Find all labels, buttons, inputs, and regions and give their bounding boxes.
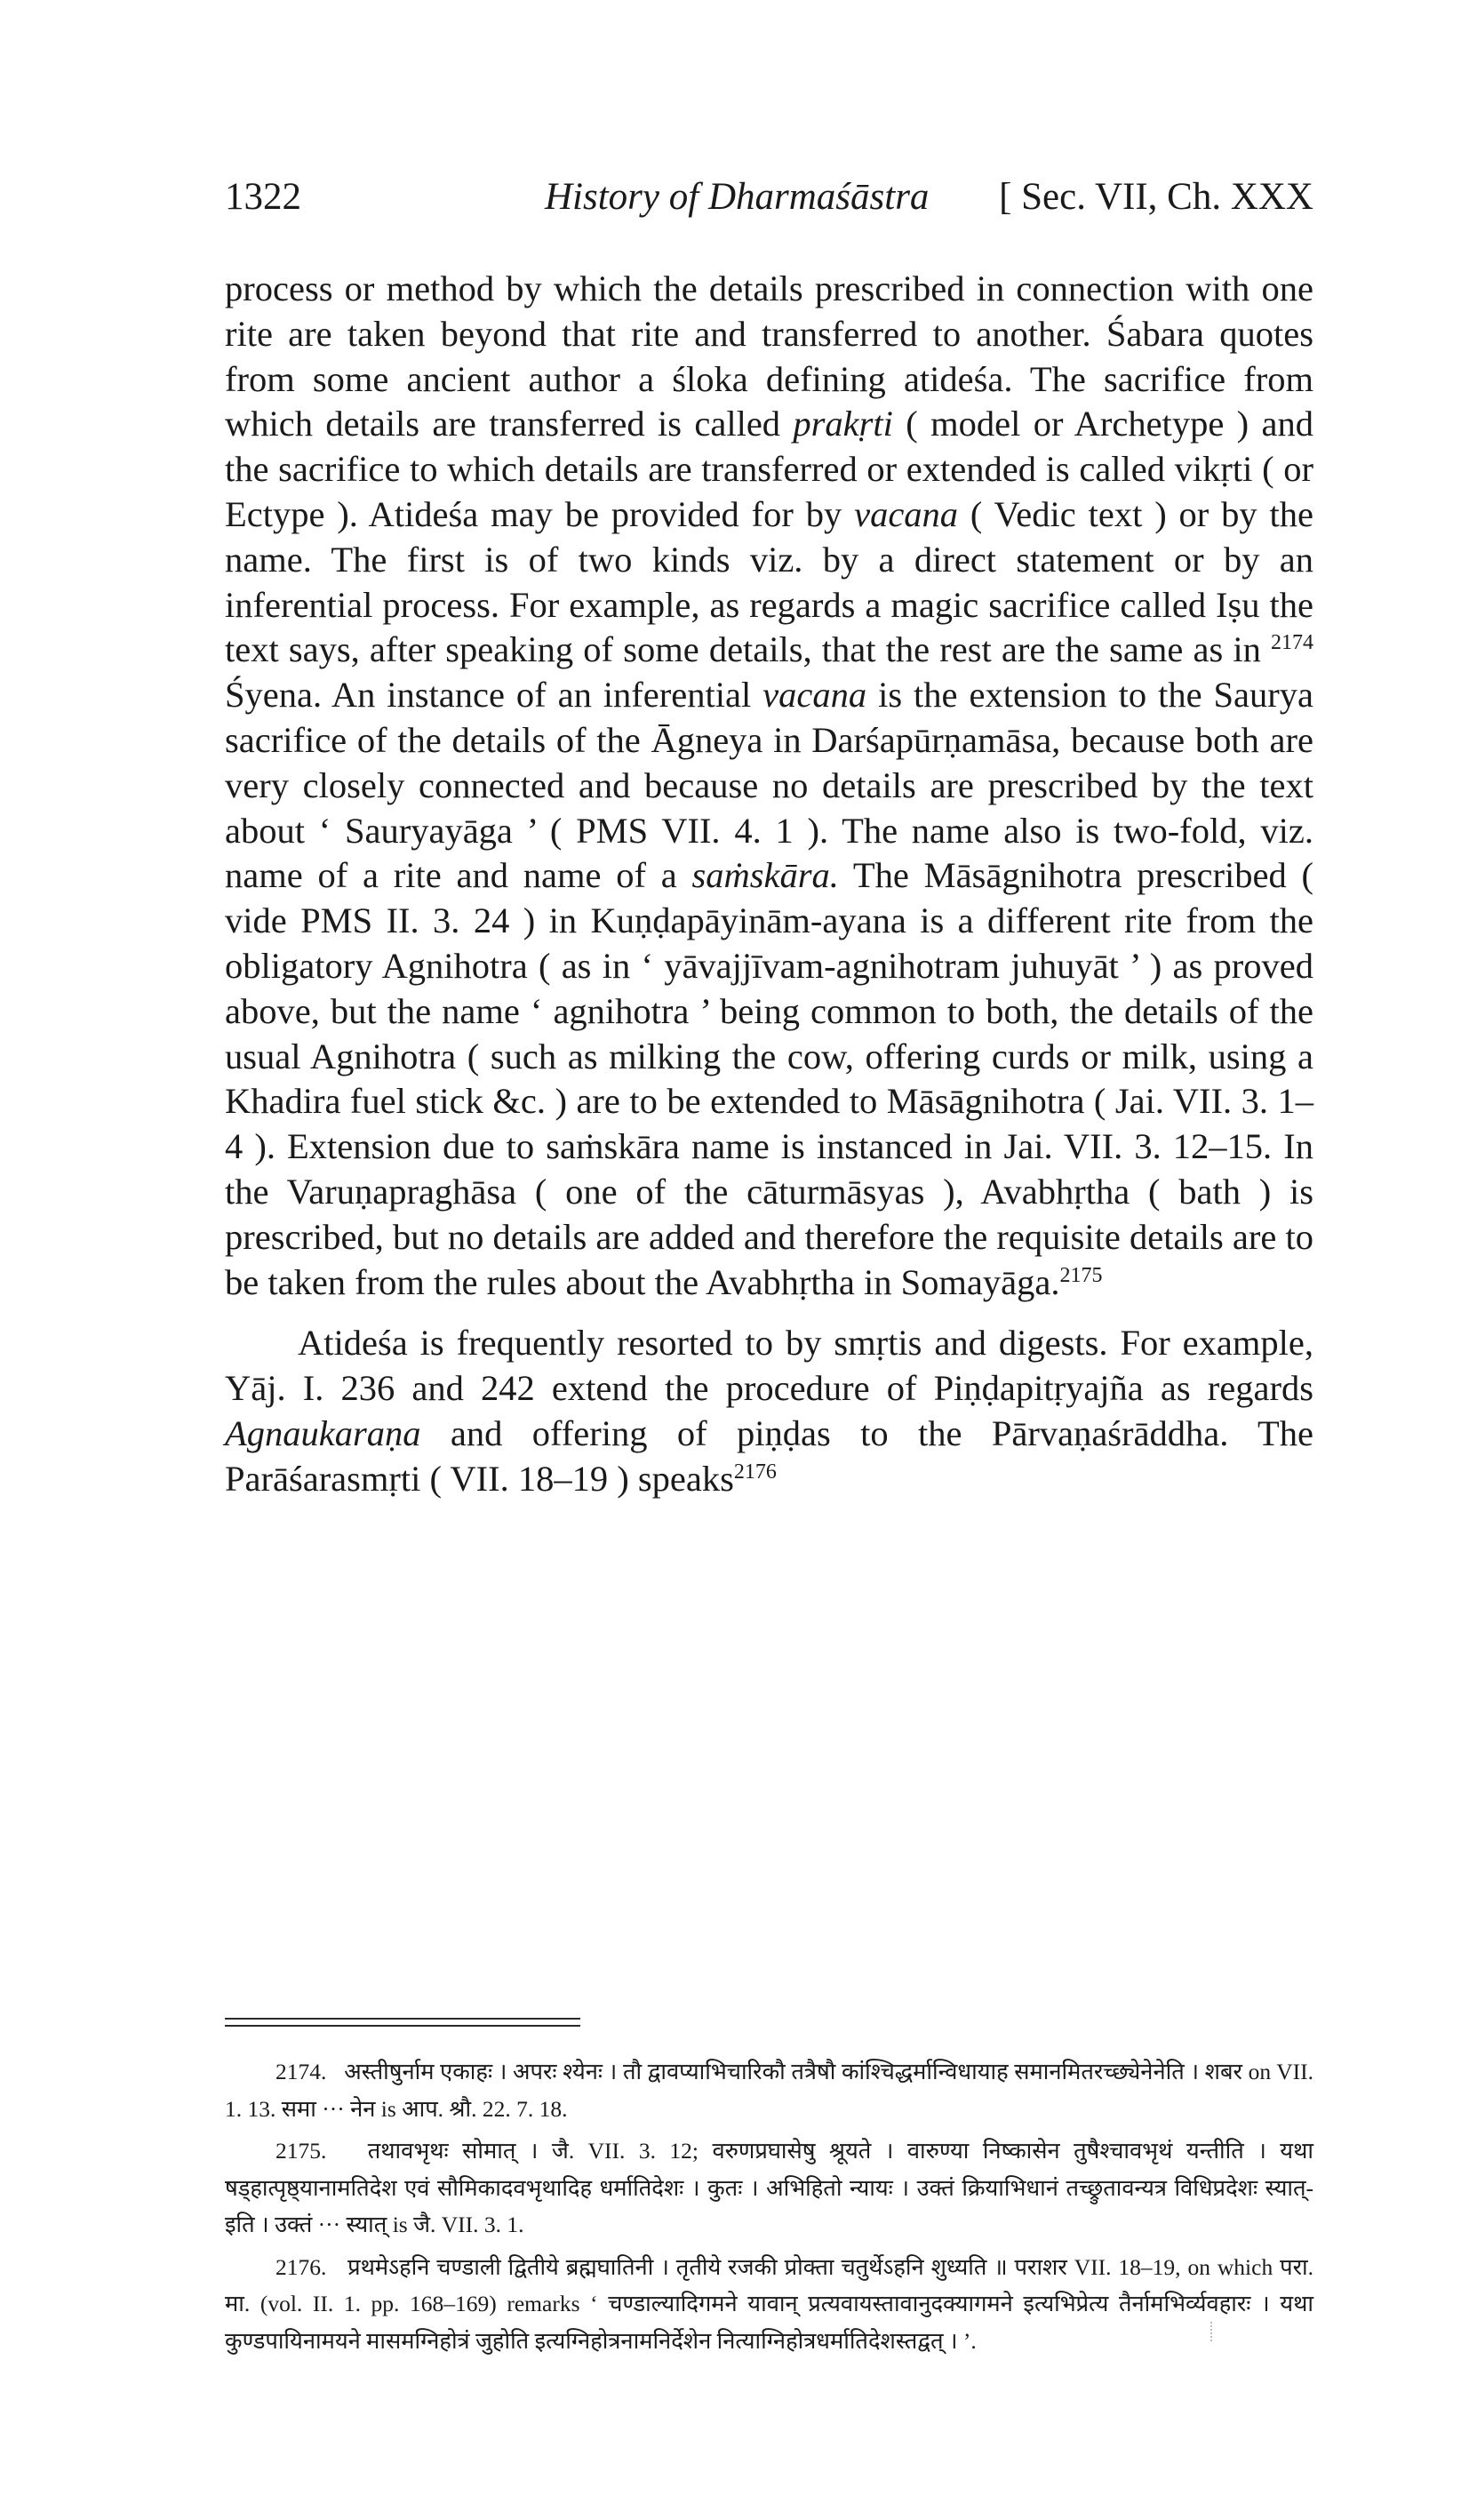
page-number: 1322 [225,176,301,218]
p2-text-2: and offering of piṇḍas to the Pārvaṇaśrāddha. The Parāśarasmṛti ( VII. 18–19 ) speaks [225,1412,1313,1499]
p1-italic-samskara: saṁskāra. [691,855,839,896]
footnote-number: 2176. [275,2253,327,2280]
footnote-text: अस्तीषुर्नाम एकाहः । अपरः श्येनः । तौ द्वावप्याभिचारिकौ तत्रैषौ कांश्चिद्धर्मान्विधायाह समानमितरच्छ्येनेनेति । शबर on VII. 1. 13. समा ··· नेन is आप. श्रौ. 22. 7. 18. [225,2059,1314,2122]
footnote-rule-bottom [225,2025,580,2027]
p2-italic-agnaukarana: Agnaukaraṇa [225,1412,421,1453]
footnote-ref-2174: 2174 [1271,631,1313,655]
scan-artifact-mark [1210,2322,1214,2341]
section-reference: [ Sec. VII, Ch. XXX [999,176,1313,218]
footnote-ref-2176: 2176 [733,1460,777,1484]
main-text [225,267,1313,1502]
footnote-text: तथावभृथः सोमात् । जै. VII. 3. 12; वरुणप्रघासेषु श्रूयते । वारुण्या निष्कासेन तुषैश्चावभृथं यन्तीति । यथा षड्हात्पृष्ठ्यानामतिदेश एवं सौमिकादवभृथादिह धर्मातिदेशः । कुतः । अभिहितो न्यायः । उक्तं क्रियाभिधानं तच्छ्रुतावन्यत्र विधिप्रदेशः स्यात्-इति । उक्तं ··· स्यात् is जै. VII. 3. 1. [225,2138,1313,2237]
p1-text-3: ( Vedic text ) or by the name. The first is of two kinds viz. by a direct statement or by an inferential process. For example, as regards a magic sacrifice called Iṣu the text says, after speaking of some details, that the rest are the same as in [225,493,1313,670]
footnote-2176 [225,2249,1313,2360]
footnote-number: 2174. [275,2059,327,2084]
paragraph-1 [225,267,1313,1305]
p1-italic-vacana: vacana [854,493,959,534]
p1-text-5: is the extension to the Saurya sacrifice of the details of the Āgneya in Darśapūrṇamāsa, because both are very closely connected and because no details are prescribed by the text about ‘ Sauryayāga ’ ( PMS VII. 4. 1 ). The name also is two-fold, viz. name of a rite and name of a [225,675,1313,896]
p2-text-1: Atideśa is frequently resorted to by smṛtis and digests. For example, Yāj. I. 236 and 242 extend the procedure of Piṇḍapitṛyajña as regards [225,1323,1313,1409]
footnote-2174 [225,2053,1313,2127]
paragraph-2 [225,1321,1313,1501]
footnote-rule-top [225,2018,580,2020]
p1-text-1: process or method by which the details prescribed in connection with one rite are taken beyond that rite and transferred to another. Śabara quotes from some ancient author a śloka defining atideśa. The sacrifice from which details are transferred is called [225,268,1313,444]
p1-italic-prakrti: prakṛti [793,404,893,444]
book-title: History of Dharmaśāstra [545,176,930,218]
p1-text-4: Śyena. An instance of an inferential [225,675,763,716]
p1-text-6: The Māsāgnihotra prescribed ( vide PMS II. 3. 24 ) in Kuṇḍapāyinām-ayana is a different rite from the obligatory Agnihotra ( as in ‘ yāvajjīvam-agnihotram juhuyāt ’ ) as proved above, but the name ‘ agnihotra ’ being common to both, the details of the usual Agnihotra ( such as milking the cow, offering curds or milk, using a Khadira fuel stick &c. ) are to be extended to Māsāgnihotra ( Jai. VII. 3. 1–4 ). Extension due to saṁskāra name is instanced in Jai. VII. 3. 12–15. In the Varuṇapraghāsa ( one of the cāturmāsyas ), Avabhṛtha ( bath ) is prescribed, but no details are added and therefore the requisite details are to be taken from the rules about the Avabhṛtha in Somayāga. [225,855,1314,1302]
p1-text-2: ( model or Archetype ) and the sacrifice to which details are transferred or extended is called vikṛti ( or Ectype ). Atideśa may be provided for by [225,404,1313,534]
footnote-number: 2175. [275,2138,327,2164]
p1-italic-vacana-2: vacana [762,675,867,716]
running-header [225,171,1313,224]
footnote-2175 [225,2132,1313,2244]
footnote-ref-2175: 2175 [1059,1263,1103,1287]
footnotes [225,2053,1313,2364]
footnote-text: प्रथमेऽहनि चण्डाली द्वितीये ब्रह्मघातिनी । तृतीये रजकी प्रोक्ता चतुर्थेऽहनि शुध्यति ॥ पराशर VII. 18–19, on which परा. मा. (vol. II. 1. pp. 168–169) remarks ‘ चण्डाल्यादिगमने यावान् प्रत्यवायस्तावानुदक्यागमने इत्यभिप्रेत्य तैर्नामभिर्व्यवहारः । यथा कुण्डपायिनामयने मासमग्निहोत्रं जुहोति इत्यग्निहोत्रनामनिर्देशेन नित्याग्निहोत्रधर्मातिदेशस्तद्वत् । ’. [225,2253,1313,2354]
